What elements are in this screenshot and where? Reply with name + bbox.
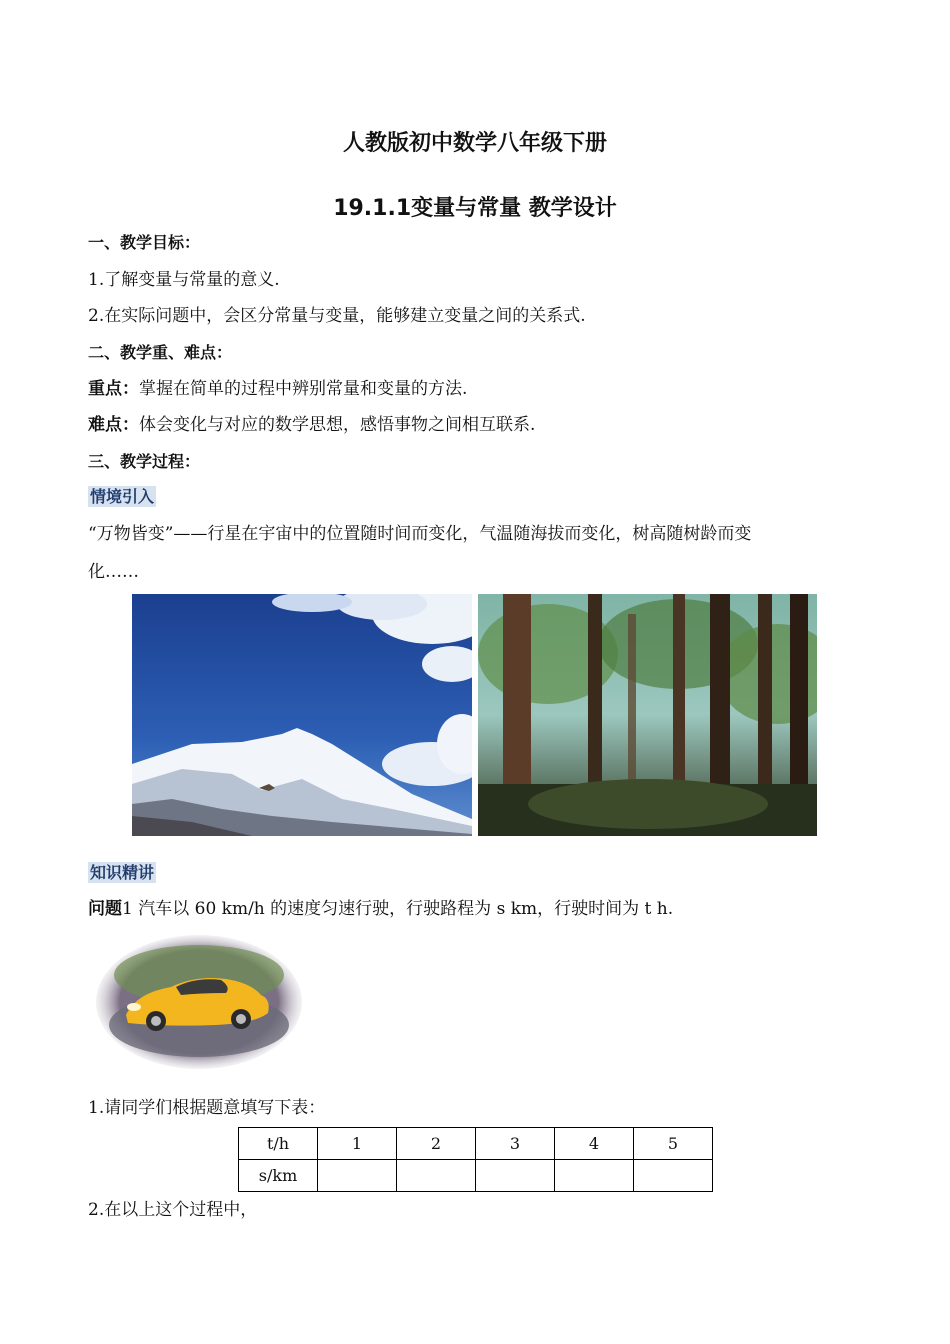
table-cell bbox=[476, 1160, 555, 1192]
question-1 bbox=[88, 897, 673, 921]
key-text: 掌握在简单的过程中辨别常量和变量的方法. bbox=[139, 379, 468, 399]
task-1: 1.请同学们根据题意填写下表： bbox=[88, 1098, 326, 1118]
difficult-label: 难点： bbox=[88, 415, 139, 435]
table-cell: 1 bbox=[318, 1128, 397, 1160]
mountain-photo bbox=[132, 594, 472, 836]
goal-1: 1.了解变量与常量的意义. bbox=[88, 270, 280, 290]
difficult-text: 体会变化与对应的数学思想，感悟事物之间相互联系. bbox=[139, 415, 536, 435]
section-keypoints-heading: 二、教学重、难点： bbox=[88, 343, 233, 362]
table-cell bbox=[318, 1160, 397, 1192]
table-row bbox=[239, 1160, 713, 1192]
car-photo bbox=[96, 935, 302, 1069]
question-text: 1 汽车以 60 km/h 的速度匀速行驶，行驶路程为 s km，行驶时间为 t h. bbox=[122, 899, 674, 919]
key-label: 重点： bbox=[88, 379, 139, 399]
knowledge-tag: 知识精讲 bbox=[90, 863, 155, 882]
forest-photo bbox=[478, 594, 817, 836]
knowledge-tag-row bbox=[88, 861, 156, 885]
table-cell: 4 bbox=[555, 1128, 634, 1160]
section-goals-heading: 一、教学目标： bbox=[88, 233, 201, 252]
task-2: 2.在以上这个过程中， bbox=[88, 1200, 258, 1220]
context-intro-tag-row bbox=[88, 485, 156, 509]
intro-line-2: 化…… bbox=[88, 562, 139, 582]
table-cell: s/km bbox=[239, 1160, 318, 1192]
table-cell: t/h bbox=[239, 1128, 318, 1160]
goal-2: 2.在实际问题中，会区分常量与变量，能够建立变量之间的关系式. bbox=[88, 306, 586, 326]
table-cell bbox=[555, 1160, 634, 1192]
table-cell bbox=[397, 1160, 476, 1192]
table-cell: 3 bbox=[476, 1128, 555, 1160]
context-intro-tag: 情境引入 bbox=[90, 487, 155, 506]
key-point bbox=[88, 377, 467, 401]
table-row bbox=[239, 1128, 713, 1160]
distance-time-table bbox=[238, 1127, 713, 1192]
question-label: 问题 bbox=[88, 899, 122, 919]
table-cell: 5 bbox=[634, 1128, 713, 1160]
table-cell bbox=[634, 1160, 713, 1192]
doc-subtitle: 19.1.1变量与常量 教学设计 bbox=[333, 196, 617, 221]
table-cell: 2 bbox=[397, 1128, 476, 1160]
doc-title: 人教版初中数学八年级下册 bbox=[342, 131, 607, 156]
difficult-point bbox=[88, 413, 535, 437]
intro-line-1: “万物皆变”——行星在宇宙中的位置随时间而变化，气温随海拔而变化，树高随树龄而变 bbox=[88, 524, 752, 544]
section-process-heading: 三、教学过程： bbox=[88, 452, 201, 471]
